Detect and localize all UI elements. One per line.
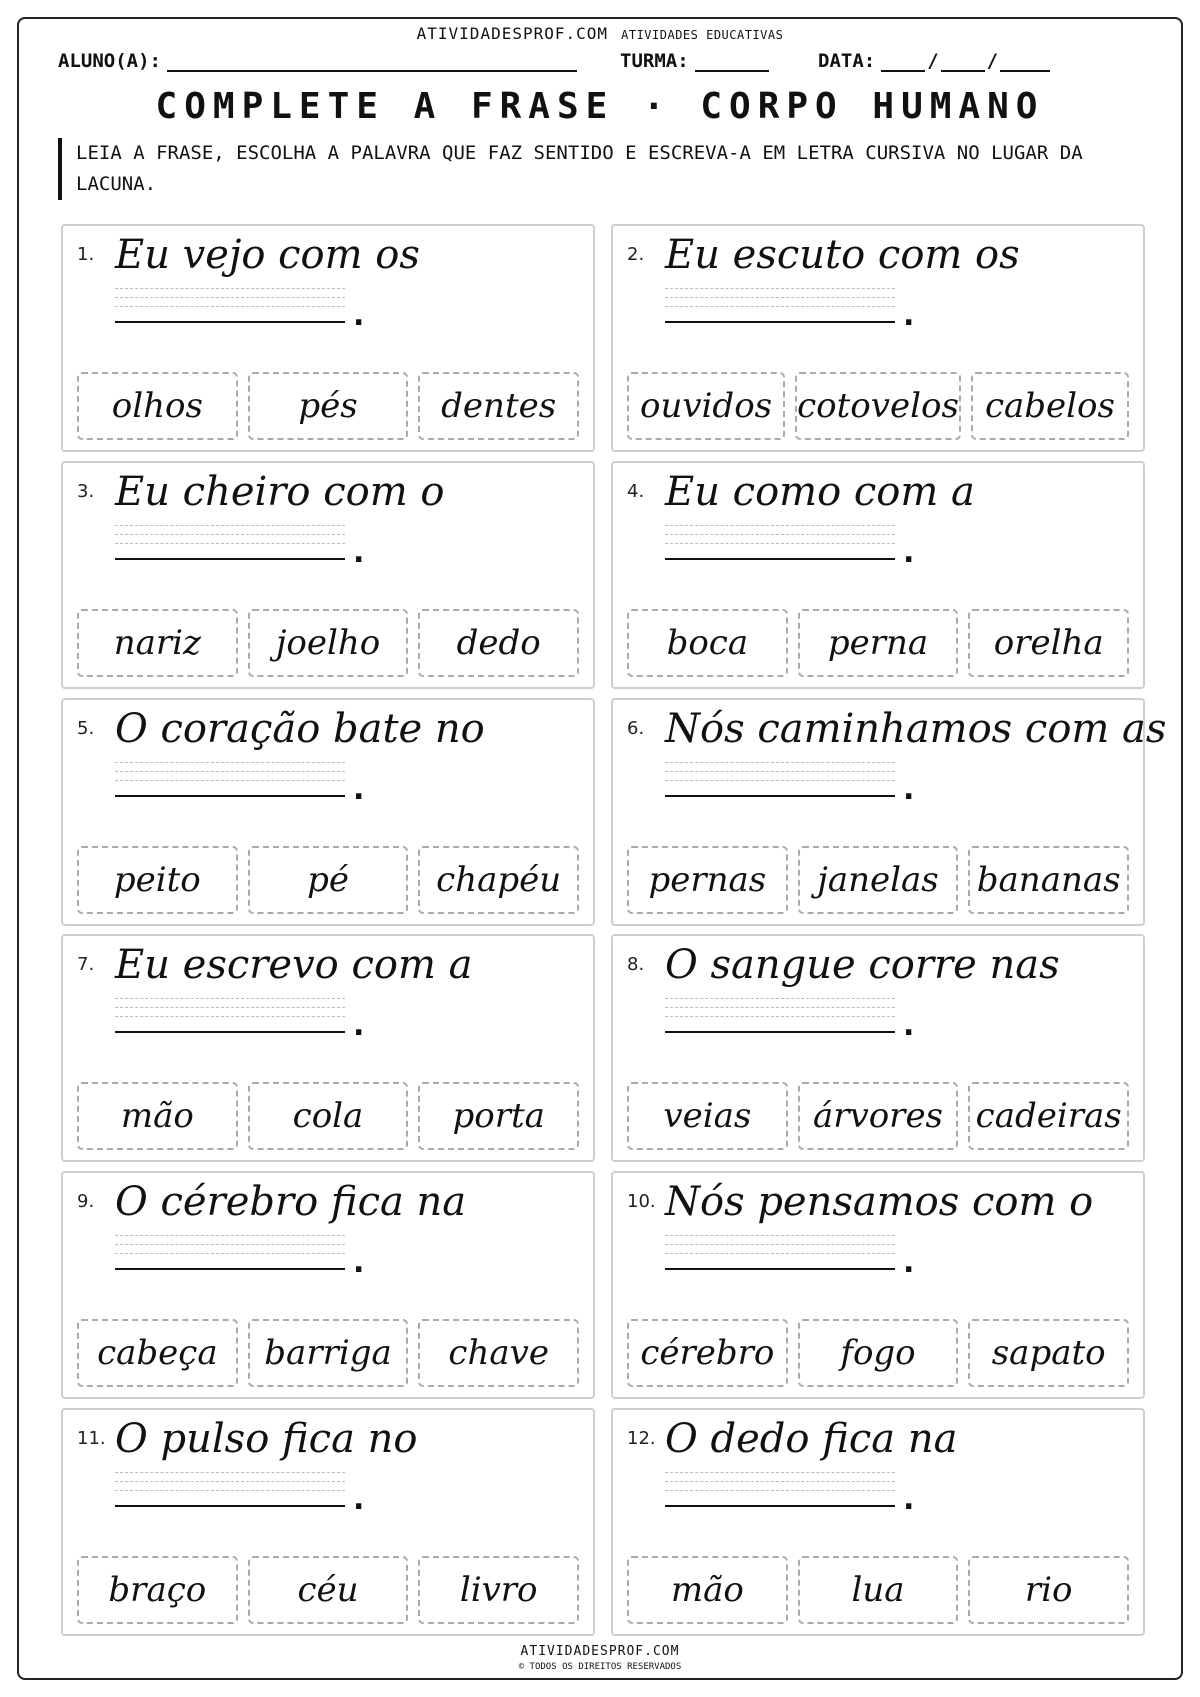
class-line[interactable] [695,52,769,72]
word-option[interactable]: mão [77,1082,238,1150]
word-option[interactable]: veias [627,1082,788,1150]
question-card [611,1171,1145,1399]
date-label: DATA: [818,50,876,72]
word-option[interactable]: janelas [798,846,959,914]
question-sentence: Eu escrevo com a [115,942,473,989]
class-field[interactable] [620,50,769,72]
word-option[interactable]: fogo [798,1319,959,1387]
date-field[interactable]: DATA: / / [818,50,1050,72]
site-header [0,24,1200,43]
answer-blank[interactable] [115,1472,345,1507]
footer-copyright: © TODOS OS DIREITOS RESERVADOS [518,1662,682,1672]
worksheet-title: COMPLETE A FRASE · CORPO HUMANO [155,86,1045,127]
answer-blank[interactable] [115,288,345,323]
question-card [61,224,595,452]
word-option[interactable]: cérebro [627,1319,788,1387]
word-option[interactable]: nariz [77,609,238,677]
question-sentence: O dedo fica na [665,1415,958,1462]
question-number: 9. [77,1191,95,1213]
sentence-period: . [903,1008,915,1044]
word-option[interactable]: ouvidos [627,372,785,440]
class-label: TURMA: [620,50,689,72]
question-card [611,224,1145,452]
word-options [77,1082,579,1150]
word-option[interactable]: rio [968,1556,1129,1624]
sentence-period: . [903,298,915,333]
sentence-period: . [353,534,365,570]
word-option[interactable]: chave [418,1319,579,1387]
questions-grid [61,224,1167,1636]
word-option[interactable]: olhos [77,372,238,440]
date-year-line[interactable] [1000,52,1050,72]
question-sentence: O cérebro fica na [115,1179,467,1226]
answer-blank[interactable] [115,525,345,560]
word-option[interactable]: árvores [798,1082,959,1150]
question-sentence: Eu vejo com os [115,232,420,278]
footer [0,1644,1200,1672]
sentence-period: . [353,298,365,333]
question-card [611,461,1145,689]
question-card [61,698,595,926]
word-option[interactable]: bananas [968,846,1129,914]
answer-blank[interactable] [115,1235,345,1270]
question-number: 10. [627,1191,656,1213]
sentence-period: . [903,534,915,570]
question-number: 7. [77,954,95,976]
question-number: 1. [77,244,95,265]
word-option[interactable]: pés [248,372,409,440]
answer-blank[interactable] [665,998,895,1033]
footer-site: ATIVIDADESPROF.COM [520,1644,680,1659]
question-number: 12. [627,1427,656,1449]
word-option[interactable]: cabelos [971,372,1129,440]
word-option[interactable]: boca [627,609,788,677]
question-sentence: Nós caminhamos com as [665,705,1167,752]
question-card [611,934,1145,1162]
word-option[interactable]: barriga [248,1319,409,1387]
student-line[interactable] [167,52,577,72]
question-number: 11. [77,1427,106,1449]
question-sentence: O sangue corre nas [665,942,1060,989]
word-option[interactable]: mão [627,1556,788,1624]
word-option[interactable]: dedo [418,609,579,677]
sentence-period: . [903,1481,915,1517]
word-option[interactable]: chapéu [418,846,579,914]
word-options [627,1556,1129,1624]
word-options [77,1319,579,1387]
question-card [61,461,595,689]
word-option[interactable]: orelha [968,609,1129,677]
question-number: 5. [77,717,95,739]
site-tagline: ATIVIDADES EDUCATIVAS [621,28,784,42]
word-options [77,1556,579,1624]
word-option[interactable]: cabeça [77,1319,238,1387]
answer-blank[interactable] [665,525,895,560]
word-option[interactable]: pernas [627,846,788,914]
word-option[interactable]: lua [798,1556,959,1624]
site-name: ATIVIDADESPROF.COM [416,24,609,43]
question-number: 4. [627,480,645,502]
sentence-period: . [903,771,915,807]
word-option[interactable]: céu [248,1556,409,1624]
answer-blank[interactable] [665,288,895,323]
word-options [77,846,579,914]
instructions: LEIA A FRASE, ESCOLHA A PALAVRA QUE FAZ SENTIDO E ESCREVA-A EM LETRA CURSIVA NO LUGAR DA LACUNA. [58,138,1136,200]
answer-blank[interactable] [665,1235,895,1270]
question-number: 2. [627,244,645,265]
word-options [627,846,1129,914]
word-option[interactable]: porta [418,1082,579,1150]
word-option[interactable]: livro [418,1556,579,1624]
date-month-line[interactable] [941,52,985,72]
question-card [61,934,595,1162]
word-options [627,1319,1129,1387]
answer-blank[interactable] [665,1472,895,1507]
question-sentence: O pulso fica no [115,1415,418,1462]
word-option[interactable]: braço [77,1556,238,1624]
question-sentence: Eu escuto com os [665,232,1020,278]
sentence-period: . [903,1245,915,1281]
word-option[interactable]: cola [248,1082,409,1150]
question-sentence: Eu cheiro com o [115,468,445,515]
sentence-period: . [353,1008,365,1044]
answer-blank[interactable] [115,998,345,1033]
word-option[interactable]: peito [77,846,238,914]
answer-blank[interactable] [665,762,895,797]
question-card [611,1408,1145,1636]
sentence-period: . [353,771,365,807]
question-card [61,1408,595,1636]
sentence-period: . [353,1245,365,1281]
word-option[interactable]: pé [248,846,409,914]
question-sentence: O coração bate no [115,705,485,752]
date-day-line[interactable] [881,52,925,72]
question-card [611,698,1167,926]
word-options [77,372,579,440]
question-number: 3. [77,480,95,502]
word-option[interactable]: dentes [418,372,579,440]
word-option[interactable]: sapato [968,1319,1129,1387]
word-options [627,1082,1129,1150]
word-options [77,609,579,677]
student-field[interactable] [58,50,577,72]
answer-blank[interactable] [115,762,345,797]
question-sentence: Eu como com a [665,468,975,515]
word-option[interactable]: joelho [248,609,409,677]
word-option[interactable]: cadeiras [968,1082,1129,1150]
question-number: 8. [627,954,645,976]
question-number: 6. [627,717,645,739]
word-option[interactable]: perna [798,609,959,677]
word-options [627,372,1129,440]
word-options [627,609,1129,677]
word-option[interactable]: cotovelos [795,372,961,440]
question-sentence: Nós pensamos com o [665,1179,1094,1226]
question-card [61,1171,595,1399]
sentence-period: . [353,1481,365,1517]
student-label: ALUNO(A): [58,50,161,72]
